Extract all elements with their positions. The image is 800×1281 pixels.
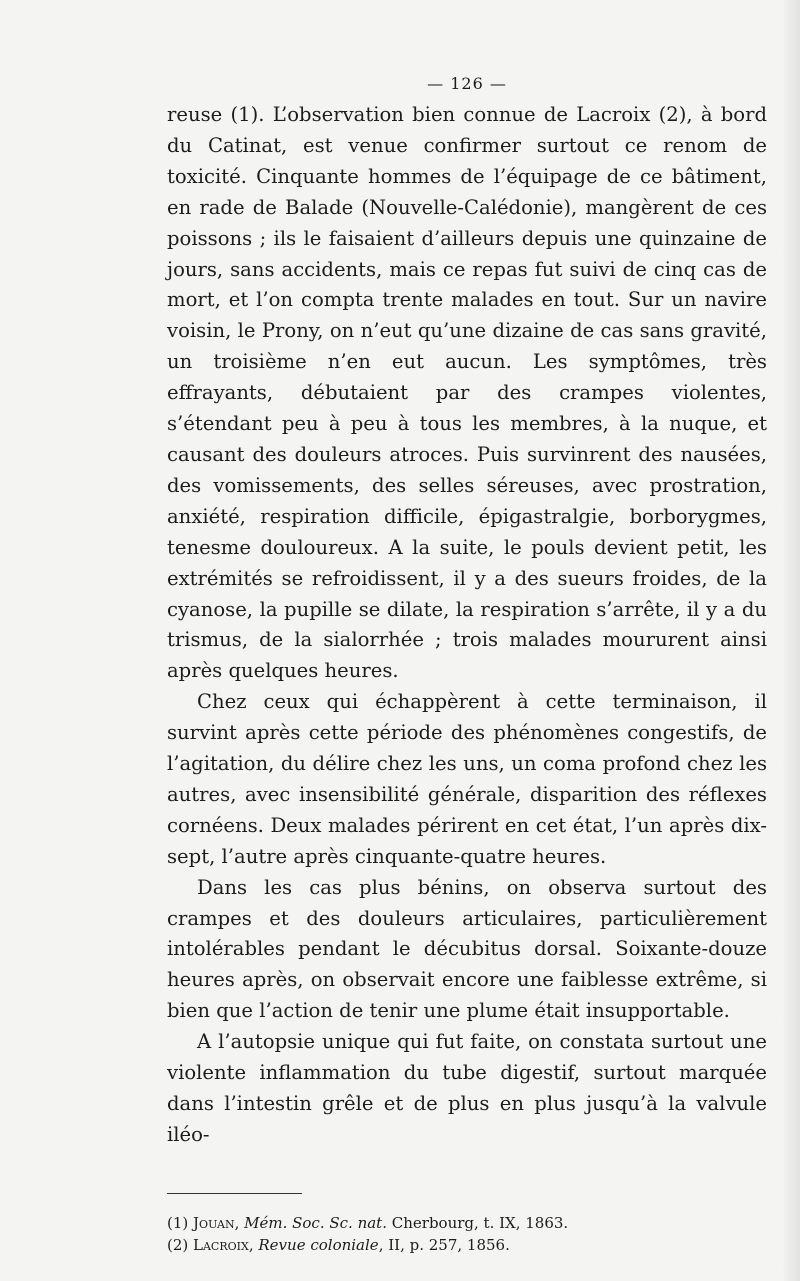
footnote-2-rest: II, p. 257, 1856.	[388, 1235, 510, 1254]
main-text	[167, 100, 767, 1151]
footnote-1-rest: Cherbourg, t. IX, 1863.	[391, 1213, 569, 1232]
page-edge-shadow	[782, 0, 800, 1281]
paragraph-2: Chez ceux qui échappèrent à cette terminaison, il survint après cette période des phénomènes congestifs, de l’agitation, du délire chez les uns, un coma profond chez les autres, avec insensibilité générale, disparition des réflexes cornéens. Deux malades périrent en cet état, l’un après dix-sept, l’autre après cinquante-quatre heures.	[167, 690, 767, 868]
footnote-1-title: Mém. Soc. Sc. nat.	[244, 1213, 387, 1232]
footnote-2: (2) Lacroix, Revue coloniale, II, p. 257, 1856.	[167, 1235, 510, 1254]
paragraph-3: Dans les cas plus bénins, on observa surtout des crampes et des douleurs articulaires, particulièrement intolérables pendant le décubitus dorsal. Soixante-douze heures après, on observait encore une faiblesse extrême, si bien que l’action de tenir une plume était insupportable.	[167, 875, 767, 1023]
paragraph-4: A l’autopsie unique qui fut faite, on constata surtout une violente inflammation du tube digestif, surtout marquée dans l’intestin grêle et de plus en plus jusqu’à la valvule iléo-	[167, 1030, 767, 1146]
footnote-2-marker: (2)	[167, 1235, 189, 1254]
footnote-divider	[167, 1193, 302, 1194]
footnote-1-marker: (1)	[167, 1213, 189, 1232]
footnote-1-author: Jouan	[193, 1213, 235, 1232]
footnotes	[167, 1212, 767, 1256]
footnote-2-author: Lacroix	[193, 1235, 249, 1254]
footnote-2-title: Revue coloniale	[258, 1235, 379, 1254]
book-page	[167, 70, 767, 1260]
paragraph-1: reuse (1). L’observation bien connue de Lacroix (2), à bord du Catinat, est venue confirmer surtout ce renom de toxicité. Cinquante hommes de l’équipage de ce bâtiment, en rade de Balade (Nouvelle-Calédonie), mangèrent de ces poissons ; ils le faisaient d’ailleurs depuis une quinzaine de jours, sans accidents, mais ce repas fut suivi de cinq cas de mort, et l’on compta trente malades en tout. Sur un navire voisin, le Prony, on n’eut qu’une dizaine de cas sans gravité, un troisième n’en eut aucun. Les symptômes, très effrayants, débutaient par des crampes violentes, s’étendant peu à peu à tous les membres, à la nuque, et causant des douleurs atroces. Puis survinrent des nausées, des vomissements, des selles séreuses, avec prostration, anxiété, respiration difficile, épigastralgie, borborygmes, tenesme douloureux. A la suite, le pouls devient petit, les extrémités se refroidissent, il y a des sueurs froides, de la cyanose, la pupille se dilate, la respiration s’arrête, il y a du trismus, de la sialorrhée ; trois malades moururent ainsi après quelques heures.	[167, 103, 767, 683]
page-number: — 126 —	[427, 74, 507, 93]
footnote-1: (1) Jouan, Mém. Soc. Sc. nat. Cherbourg, t. IX, 1863.	[167, 1213, 569, 1232]
